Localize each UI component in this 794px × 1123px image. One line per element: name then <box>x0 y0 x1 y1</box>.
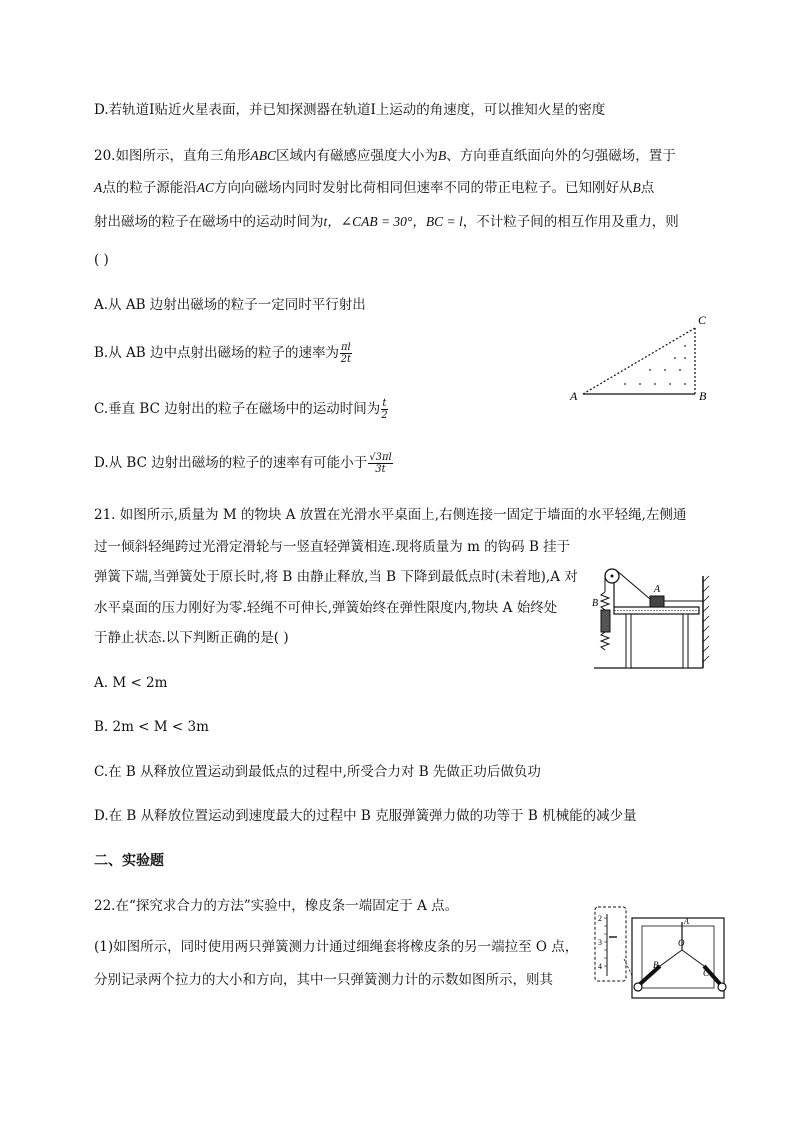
q20-stem-line3 <box>94 212 679 232</box>
q20-option-b-numerator: πl <box>340 342 351 353</box>
q20-label-a: A <box>570 389 578 403</box>
q21-stem-line5: 于静止状态.以下判断正确的是( ) <box>94 630 289 646</box>
q20-option-b-fraction <box>340 342 352 365</box>
q21-hook-mass-b <box>601 610 610 632</box>
q20-label-b: B <box>699 389 707 403</box>
q20-stem-text: 点的粒子源能沿 <box>102 180 197 196</box>
q22-stem-line2: (1)如图所示，同时使用两只弹簧测力计通过细绳套将橡皮条的另一端拉至 O 点， <box>94 939 579 955</box>
q20-option-c <box>94 398 389 421</box>
q21-table-leg-left <box>626 614 631 668</box>
q22-stem-line1: 22.在“探究求合力的方法”实验中，橡皮条一端固定于 A 点。 <box>94 898 459 914</box>
q20-stem-text: 、方向垂直纸面向外的匀强磁场，置于 <box>446 148 676 164</box>
q21-table-spring-figure <box>590 552 715 674</box>
q22-scale-tick-3: 3 <box>598 938 602 947</box>
q20-option-c-denominator: 2 <box>381 410 388 421</box>
section-title: 二、实验题 <box>94 853 164 869</box>
q20-option-c-fraction <box>381 398 387 421</box>
q19-option-d: D.若轨道Ⅰ贴近火星表面，并已知探测器在轨道Ⅰ上运动的角速度，可以推知火星的密度 <box>94 102 606 118</box>
q20-stem-line2 <box>94 178 654 198</box>
q20-label-c: C <box>698 313 707 327</box>
q20-option-a: A.从 AB 边射出磁场的粒子一定同时平行射出 <box>94 297 366 313</box>
q22-label-a: A <box>684 917 689 926</box>
q20-option-d <box>94 452 394 475</box>
q20-field-dots <box>624 345 686 385</box>
q20-edge-ac <box>583 328 695 394</box>
q20-option-d-numerator: √3πl <box>369 452 392 463</box>
q21-stem-line1: 21. 如图所示,质量为 M 的物块 A 放置在光滑水平桌面上,右侧连接一固定于墙面的水平轻绳,左侧通 <box>94 507 687 523</box>
q20-option-b-text: B.从 AB 边中点射出磁场的粒子的速率为 <box>94 345 339 361</box>
q20-triangle-figure <box>565 310 725 410</box>
q20-stem-text: 方向向磁场内同时发射比荷相同但速率不同的带正电粒子。已知刚好从 <box>214 180 633 196</box>
q22-stem-line3: 分别记录两个拉力的大小和方向，其中一只弹簧测力计的示数如图所示，则其 <box>94 972 553 988</box>
q21-table-leg-right <box>683 614 688 668</box>
q21-label-b: B <box>592 598 599 609</box>
q20-stem-text: ，不计粒子间的相互作用及重力，则 <box>462 214 679 230</box>
q21-wall-hatch <box>703 576 709 662</box>
q20-option-d-text: D.从 BC 边射出磁场的粒子的速率有可能小于 <box>94 455 368 471</box>
q21-stem-line2: 过一倾斜轻绳跨过光滑定滑轮与一竖直轻弹簧相连.现将质量为 m 的钩码 B 挂于 <box>94 539 571 555</box>
q20-field-symbol: B <box>437 148 447 163</box>
q20-stem-text: 区域内有磁感应强度大小为 <box>275 148 438 164</box>
q20-region-label: ABC <box>250 148 276 163</box>
q21-option-c: C.在 B 从释放位置运动到最低点的过程中,所受合力对 B 先做正功后做负功 <box>94 764 541 780</box>
q20-stem-text: 点 <box>640 180 655 196</box>
q20-stem-text: 射出磁场的粒子在磁场中的运动时间为 <box>94 214 324 230</box>
q22-label-c: C <box>703 968 710 978</box>
q20-point-b: B <box>632 180 641 195</box>
q22-experiment-figure <box>590 904 730 1004</box>
q21-option-d: D.在 B 从释放位置运动到速度最大的过程中 B 克服弹簧弹力做的功等于 B 机械能的减少量 <box>94 808 637 824</box>
q22-label-o: O <box>678 938 685 948</box>
q20-time-symbol: t <box>323 214 328 229</box>
q21-inclined-rope <box>616 570 650 599</box>
q20-option-b <box>94 342 353 365</box>
q20-option-c-numerator: t <box>382 398 387 409</box>
q22-board-outer <box>632 918 724 998</box>
q22-label-b: B <box>653 960 659 970</box>
q20-direction-ac: AC <box>196 180 215 195</box>
q20-answer-paren: ( ) <box>94 252 109 268</box>
q20-option-d-fraction <box>368 452 393 475</box>
q20-stem-line1 <box>94 146 676 166</box>
q21-spring-lower <box>601 632 609 650</box>
q20-stem-text: 20.如图所示，直角三角形 <box>94 148 251 164</box>
q21-option-a: A. M < 2m <box>94 675 168 691</box>
q21-block-a <box>650 596 664 607</box>
q20-option-d-denominator: 3t <box>375 464 386 475</box>
q21-option-b: B. 2m < M < 3m <box>94 719 209 735</box>
q20-condition: ，∠CAB = 30°，BC = l <box>327 214 463 229</box>
q20-option-c-text: C.垂直 BC 边射出的粒子在磁场中的运动时间为 <box>94 401 381 417</box>
q21-spring <box>601 592 609 610</box>
q21-stem-line3: 弹簧下端,当弹簧处于原长时,将 B 由静止释放,当 B 下降到最低点时(未着地),A 对 <box>94 569 578 585</box>
q22-scale-tick-4: 4 <box>598 962 602 971</box>
q20-point-a: A <box>94 180 103 195</box>
q22-scale-tick-2: 2 <box>598 914 602 923</box>
q21-stem-line4: 水平桌面的压力刚好为零.轻绳不可伸长,弹簧始终在弹性限度内,物块 A 始终处 <box>94 600 558 616</box>
q20-option-b-denominator: 2t <box>340 354 352 365</box>
q21-label-a: A <box>654 584 661 595</box>
